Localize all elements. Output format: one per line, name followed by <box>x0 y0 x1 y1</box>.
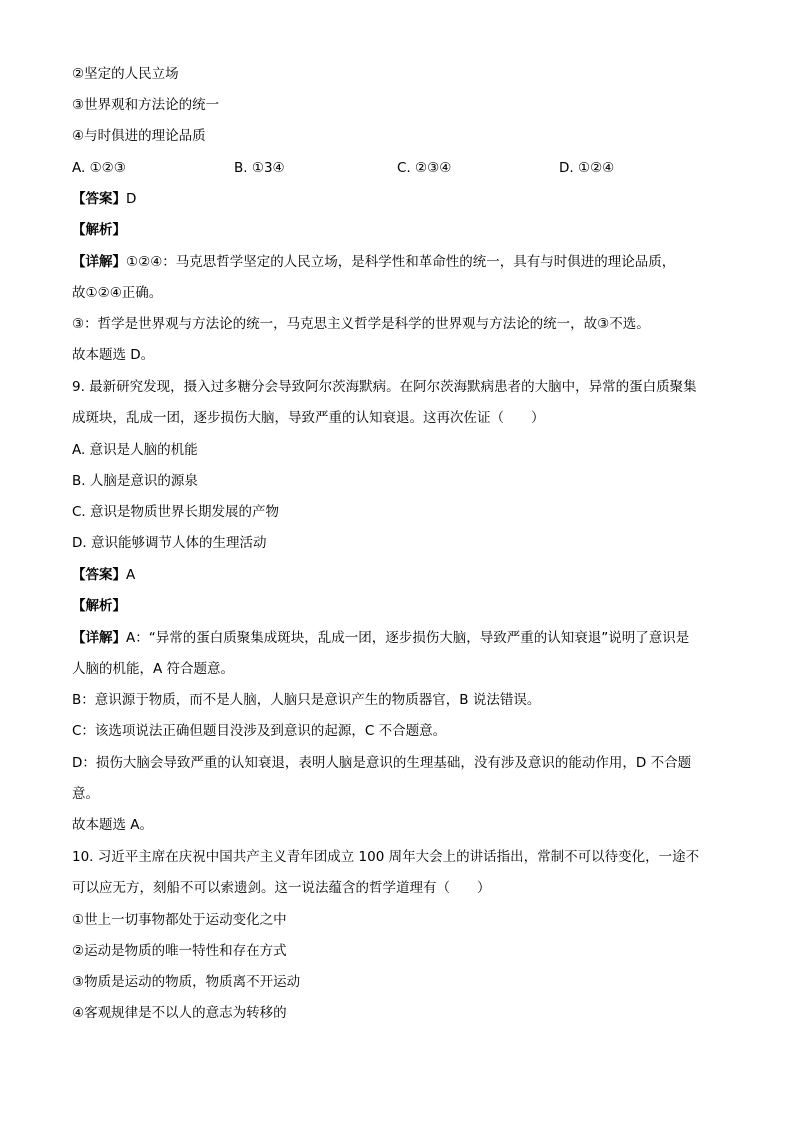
item-line: ②坚定的人民立场 <box>72 66 179 82</box>
analysis-tag: 【解析】 <box>72 598 126 614</box>
answer-line <box>72 189 136 209</box>
analysis-tag: 【解析】 <box>72 222 126 238</box>
option-c: C. ②③④ <box>397 160 452 176</box>
detail-line <box>72 252 675 272</box>
item-line: ①世上一切事物都处于运动变化之中 <box>72 912 287 928</box>
answer-tag: 【答案】 <box>72 567 126 583</box>
answer-tag: 【答案】 <box>72 191 126 207</box>
item-line: ③世界观和方法论的统一 <box>72 97 220 113</box>
option-b: B. 人脑是意识的源泉 <box>72 473 198 489</box>
item-line: ④客观规律是不以人的意志为转移的 <box>72 1005 287 1021</box>
detail-tag: 【详解】 <box>72 254 126 270</box>
item-line: ②运动是物质的唯一特性和存在方式 <box>72 943 287 959</box>
options-row <box>72 158 722 178</box>
option-a: A. 意识是人脑的机能 <box>72 442 198 458</box>
detail-line: 意。 <box>72 786 99 802</box>
question-stem: 可以应无方，刻船不可以索遗剑。这一说法蕴含的哲学道理有（ ） <box>72 880 491 896</box>
item-line: ③物质是运动的物质，物质离不开运动 <box>72 974 301 990</box>
option-d: D. 意识能够调节人体的生理活动 <box>72 535 267 551</box>
detail-text: A：“异常的蛋白质聚集成斑块，乱成一团，逐步损伤大脑，导致严重的认知衰退”说明了意识是 <box>126 630 690 646</box>
detail-line: 故本题选 D。 <box>72 347 155 363</box>
question-stem: 9. 最新研究发现，摄入过多糖分会导致阿尔茨海默病。在阿尔茨海默病患者的大脑中，异常的蛋白质聚集 <box>72 379 697 395</box>
detail-line: 人脑的机能，A 符合题意。 <box>72 661 235 677</box>
detail-tag: 【详解】 <box>72 630 126 646</box>
question-stem: 成斑块，乱成一团，逐步损伤大脑，导致严重的认知衰退。这再次佐证（ ） <box>72 410 545 426</box>
detail-text: ①②④：马克思哲学坚定的人民立场，是科学性和革命性的统一，具有与时俱进的理论品质， <box>126 254 676 270</box>
answer-value: D <box>126 191 137 207</box>
option-a: A. ①②③ <box>72 160 126 176</box>
answer-value: A <box>126 567 136 583</box>
detail-line: C：该选项说法正确但题目没涉及到意识的起源，C 不合题意。 <box>72 723 447 739</box>
detail-line: 故本题选 A。 <box>72 817 154 833</box>
detail-line: ③：哲学是世界观与方法论的统一，马克思主义哲学是科学的世界观与方法论的统一，故③不选。 <box>72 316 650 332</box>
option-c: C. 意识是物质世界长期发展的产物 <box>72 504 280 520</box>
item-line: ④与时俱进的理论品质 <box>72 128 206 144</box>
detail-line: 故①②④正确。 <box>72 285 163 301</box>
question-stem: 10. 习近平主席在庆祝中国共产主义青年团成立 100 周年大会上的讲话指出，常制不可以待变化，一途不 <box>72 849 700 865</box>
detail-line: B：意识源于物质，而不是人脑，人脑只是意识产生的物质器官，B 说法错误。 <box>72 692 541 708</box>
option-d: D. ①②④ <box>559 160 615 176</box>
option-b: B. ①3④ <box>234 160 285 176</box>
detail-line: D：损伤大脑会导致严重的认知衰退，表明人脑是意识的生理基础，没有涉及意识的能动作用，D 不合题 <box>72 755 692 771</box>
detail-line <box>72 628 689 648</box>
answer-line <box>72 565 135 585</box>
